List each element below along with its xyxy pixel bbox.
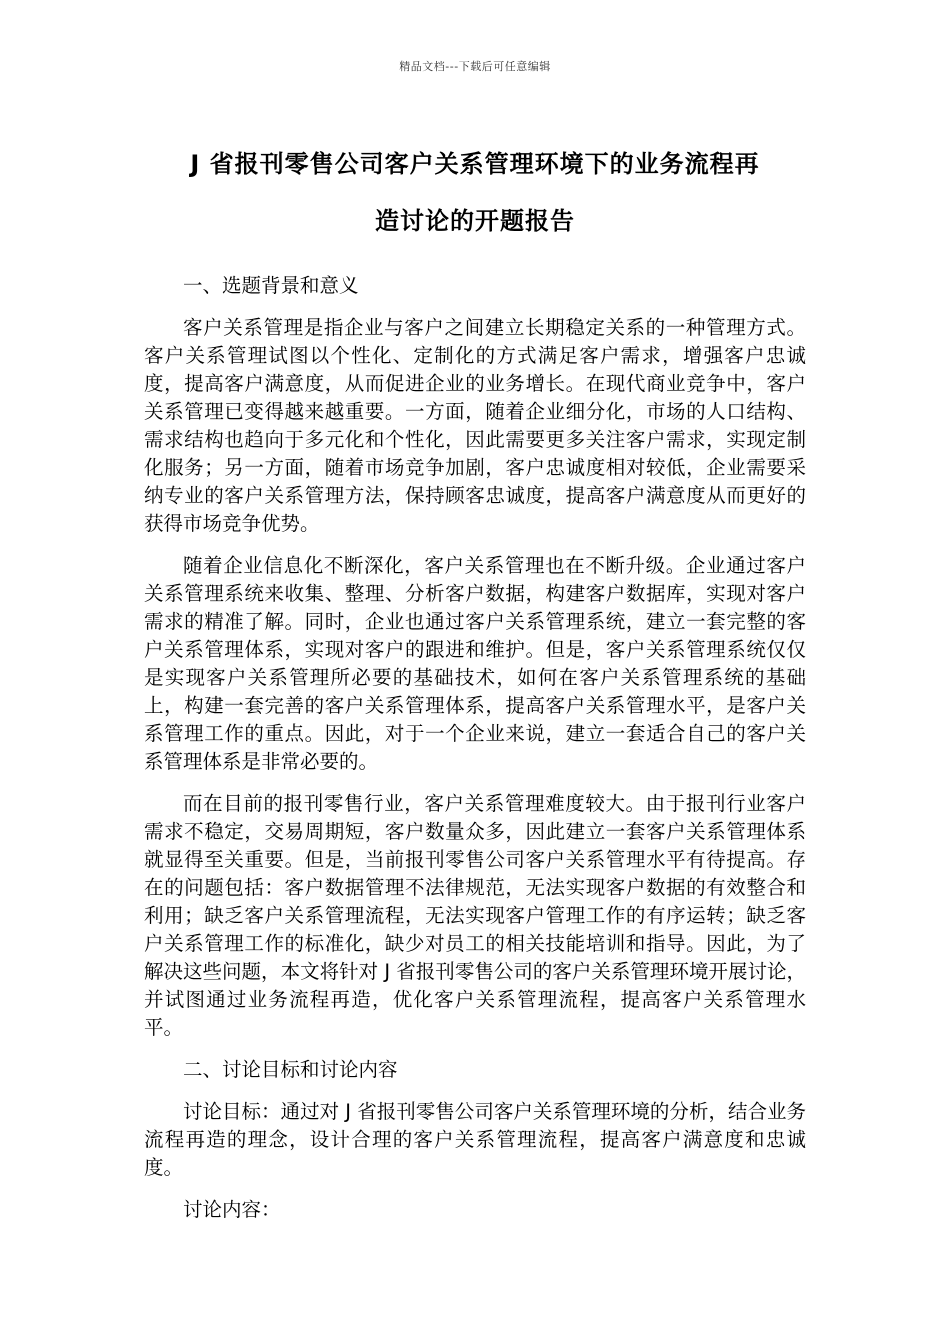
document-title: [120, 136, 830, 250]
section-heading-goals: 二、讨论目标和讨论内容: [183, 1058, 398, 1081]
paragraph-research-goal: 讨论目标：通过对 J 省报刊零售公司客户关系管理环境的分析，结合业务流程再造的理念，设计合理的客户关系管理流程，提高客户满意度和忠诚度。: [144, 1100, 806, 1179]
paragraph-newspaper-retail: 而在目前的报刊零售行业，客户关系管理难度较大。由于报刊行业客户需求不稳定，交易周期短，客户数量众多，因此建立一套客户关系管理体系就显得至关重要。但是，当前报刊零售公司客户关系管理水平有待提高。存在的问题包括：客户数据管理不法律规范，无法实现客户数据的有效整合和利用；缺乏客户关系管理流程，无法实现客户管理工作的有序运转；缺乏客户关系管理工作的标准化，缺少对员工的相关技能培训和指导。因此，为了解决这些问题，本文将针对 J 省报刊零售公司的客户关系管理环境开展讨论，并试图通过业务流程再造，优化客户关系管理流程，提高客户关系管理水平。: [144, 792, 806, 1039]
title-line-1: J 省报刊零售公司客户关系管理环境下的业务流程再: [190, 150, 760, 178]
header-note: 精品文档---下载后可任意编辑: [399, 60, 551, 73]
section-heading-background: 一、选题背景和意义: [183, 274, 359, 297]
paragraph-crm-informatization: 随着企业信息化不断深化，客户关系管理也在不断升级。企业通过客户关系管理系统来收集、整理、分析客户数据，构建客户数据库，实现对客户需求的精准了解。同时，企业也通过客户关系管理系统，建立一套完整的客户关系管理体系，实现对客户的跟进和维护。但是，客户关系管理系统仅仅是实现客户关系管理所必要的基础技术，如何在客户关系管理系统的基础上，构建一套完善的客户关系管理体系，提高客户关系管理水平，是客户关系管理工作的重点。因此，对于一个企业来说，建立一套适合自己的客户关系管理体系是非常必要的。: [144, 554, 806, 773]
title-line-2: 造讨论的开题报告: [375, 207, 575, 235]
document-body: [144, 272, 806, 1238]
paragraph-crm-definition: 客户关系管理是指企业与客户之间建立长期稳定关系的一种管理方式。客户关系管理试图以个性化、定制化的方式满足客户需求，增强客户忠诚度，提高客户满意度，从而促进企业的业务增长。在现代商业竞争中，客户关系管理已变得越来越重要。一方面，随着企业细分化，市场的人口结构、需求结构也趋向于多元化和个性化，因此需要更多关注客户需求，实现定制化服务；另一方面，随着市场竞争加剧，客户忠诚度相对较低，企业需要采纳专业的客户关系管理方法，保持顾客忠诚度，提高客户满意度从而更好的获得市场竞争优势。: [144, 316, 806, 535]
paragraph-research-content: 讨论内容：: [183, 1198, 281, 1221]
